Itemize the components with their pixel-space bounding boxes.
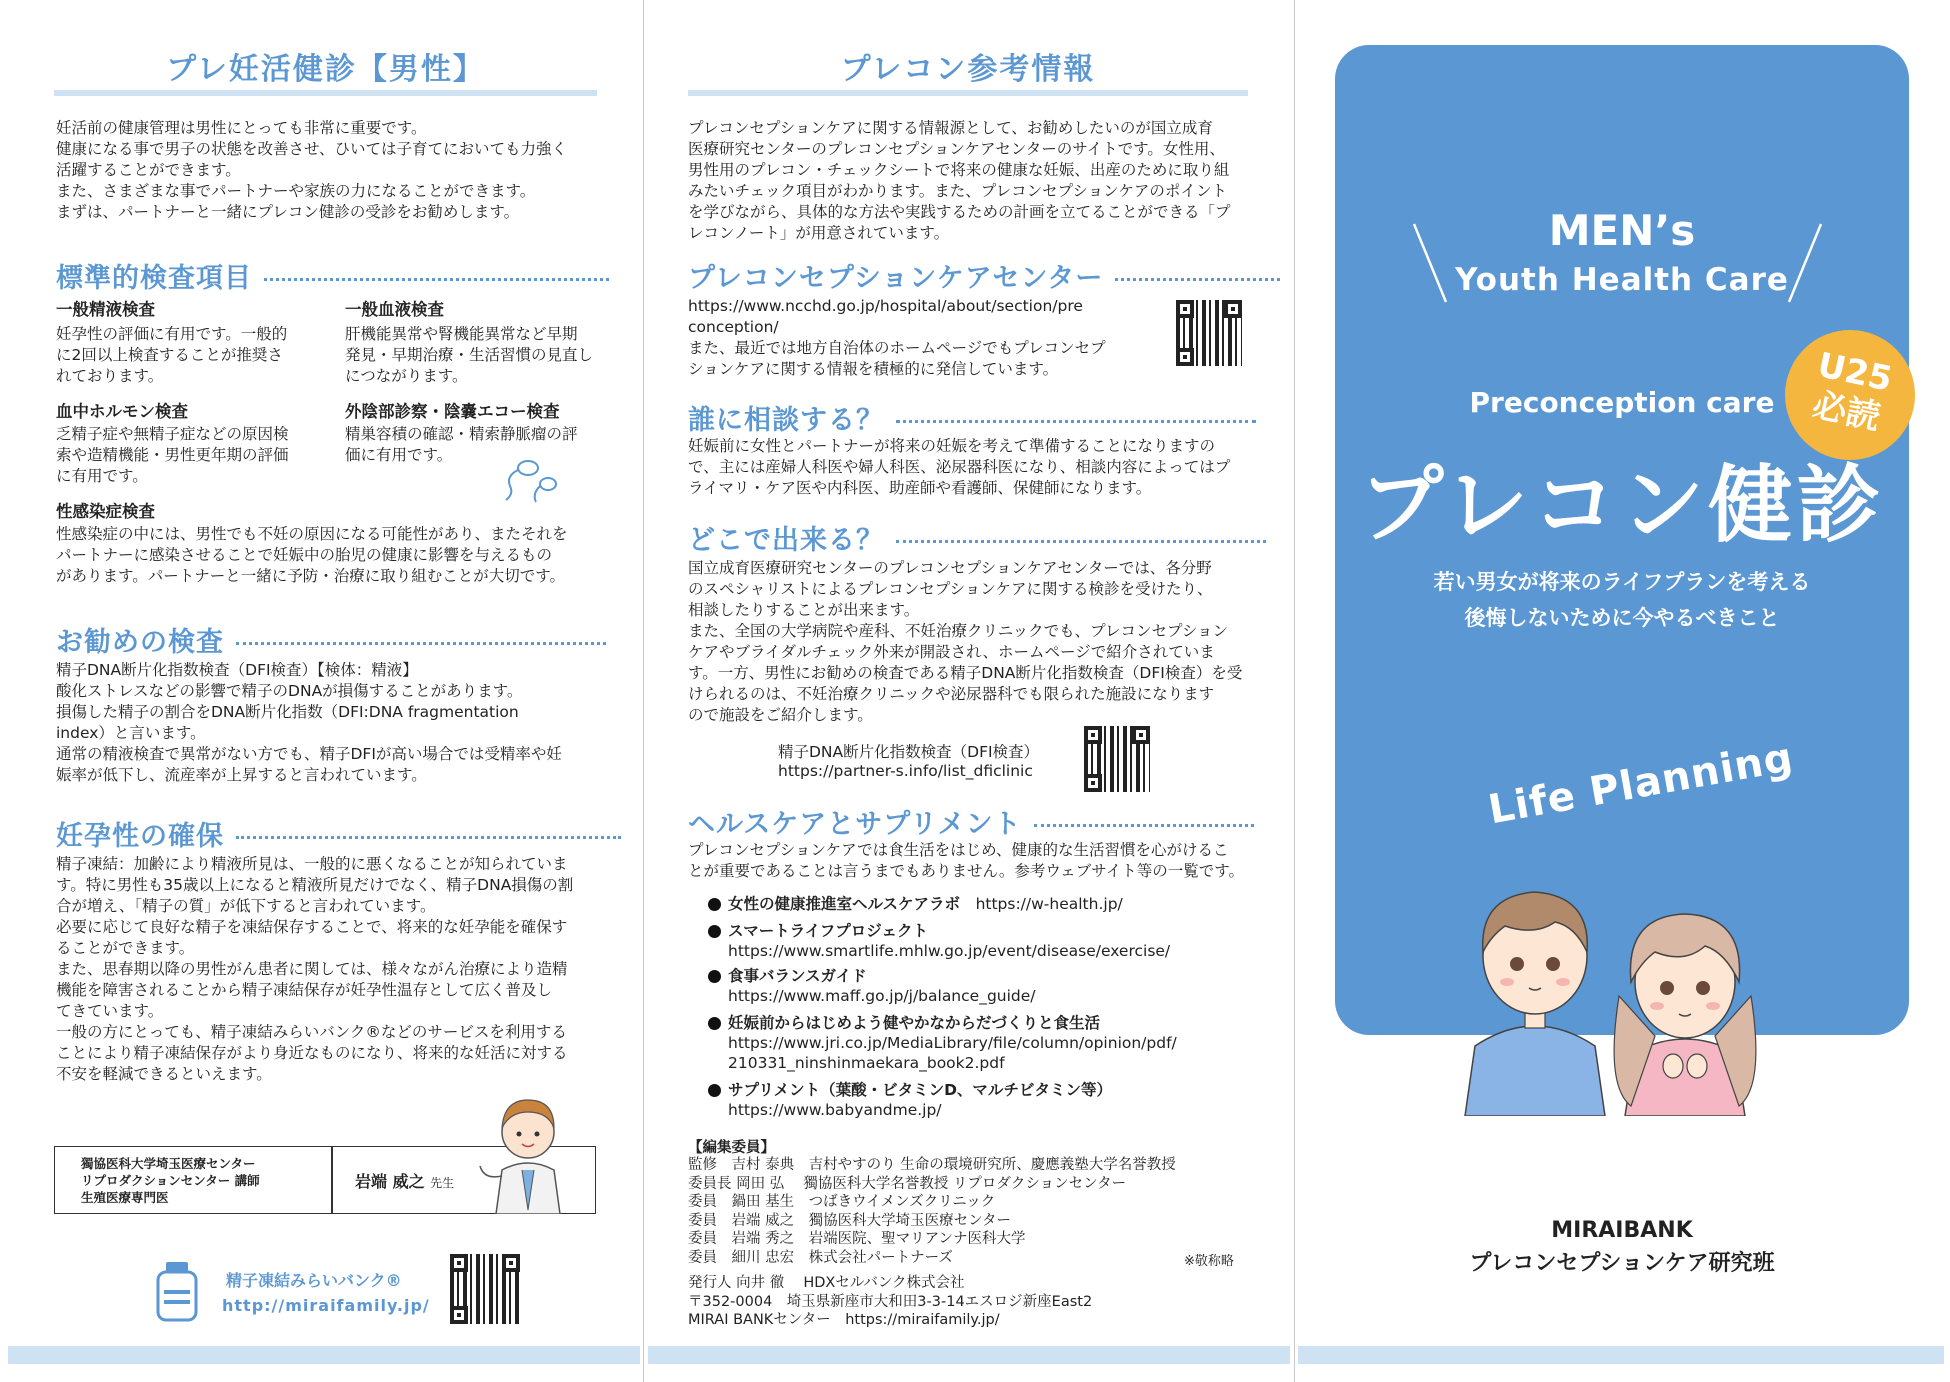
bullet-dot xyxy=(708,970,721,983)
where-text: 国立成育医療研究センターのプレコンセプションケアセンターでは、各分野 のスペシャリストによるプレコンセプションケアに関する検診を受けたり、 相談したりすることが出来ます。 また、全国の大学病院や産科、不妊治療クリニックでも、プレコンセプション ケアやブライダルチェック外来が開設され、ホームページで紹介されていま す。一方、男性にお勧めの検査である精子DNA断片化指数検査（DFI検査）を受 けられるのは、不妊治療クリニックや泌尿器科でも限られた施設になります ので施設をご紹介します。 xyxy=(688,559,1243,724)
u25-badge-text: U25 必読 xyxy=(1809,345,1896,439)
std-heading-text: 標準的検査項目 xyxy=(56,263,252,294)
left-title-rule xyxy=(54,90,597,96)
editors-list: 監修 吉村 泰典 吉村やすのり 生命の環境研究所、慶應義塾大学名誉教授 委員長 岡田 弘 獨協医科大学名誉教授 リプロダクションセンター 委員 鍋田 基生 つばきウイメンズクリニック 委員 岩端 威之 獨協医科大学埼玉医療センター 委員 岩端 秀之 岩端医院、聖マリアンナ医科大学 委員 細川 忠宏 株式会社パートナーズ xyxy=(688,1157,1176,1266)
item-text-blood: 肝機能異常や腎機能異常など早期 発見・早期治療・生活習慣の見直し につながります。 xyxy=(345,325,594,385)
middle-intro: プレコンセプションケアに関する情報源として、お勧めしたいのが国立成育 医療研究センターのプレコンセプションケアセンターのサイトです。女性用、 男性用のプレコン・チェックシートで将来の健康な妊娠、出産のために取り組 みたいチェック項目がわかります。また、プレコンセプションケアのポイント を学びながら、具体的な方法や実践するための計画を立てることができる「プ レコンノート」が用意されています。 xyxy=(688,119,1231,242)
health-heading xyxy=(688,802,1254,841)
fert-heading xyxy=(56,814,621,853)
sti-title: 性感染症検査 xyxy=(56,502,155,521)
consult-heading-text: 誰に相談する？ xyxy=(688,405,884,436)
link-item[interactable]: サプリメント（葉酸・ビタミンD、マルチビタミン等） https://www.babyandme.jp/ xyxy=(728,1081,1112,1119)
bank-bottle-icon xyxy=(152,1260,202,1324)
fert-text: 精子凍結：加齢により精液所見は、一般的に悪くなることが知られていま す。特に男性も35歳以上になると精液所見だけでなく、精子DNA損傷の割 合が増え、「精子の質」が低下すると言われています。 必要に応じて良好な精子を凍結保存することで、将来的な妊孕能を確保す ることができます。 また、思春期以降の男性がん患者に関しては、様々ながん治療により造精 機能を障害されることから精子凍結保存が妊孕性温存として広く普及し てきています。 一般の方にとっても、精子凍結みらいバンク®などのサービスを利用する ことにより精子凍結保存がより身近なものになり、将来的な妊活に対する 不安を軽減できるといえます。 xyxy=(56,855,574,1083)
bottom-band-left xyxy=(8,1346,640,1364)
dfi-url[interactable]: https://partner-s.info/list_dficlinic xyxy=(778,762,1033,780)
sti-text: 性感染症の中には、男性でも不妊の原因になる可能性があり、またそれを パートナーに感染させることで妊娠中の胎児の健康に影響を与えるもの があります。パートナーと一緒に予防・治療に取り組むことが大切です。 xyxy=(56,525,568,585)
cover-panel xyxy=(1295,0,1950,1382)
doctor-name: 岩端 威之 xyxy=(355,1172,425,1191)
bank-name: 精子凍結みらいバンク® xyxy=(226,1271,402,1290)
center-text: https://www.ncchd.go.jp/hospital/about/section/pre conception/ また、最近では地方自治体のホームページでもプレコンセプ ションケアに関する情報を積極的に発信しています。 xyxy=(688,297,1106,378)
item-title-semen: 一般精液検査 xyxy=(56,300,155,319)
rec-heading xyxy=(56,620,606,659)
bullet-dot xyxy=(708,1084,721,1097)
cover-youth: Youth Health Care xyxy=(1455,262,1789,298)
bullet-dot xyxy=(708,1017,721,1030)
cover-preconception: Preconception care xyxy=(1469,386,1775,419)
center-qr-code[interactable] xyxy=(1176,300,1242,366)
middle-page-title: プレコン参考情報 xyxy=(840,52,1096,87)
std-heading xyxy=(56,256,609,295)
bottom-band-right xyxy=(1298,1346,1944,1364)
item-text-semen: 妊孕性の評価に有用です。一般的 に2回以上検査することが推奨さ れております。 xyxy=(56,325,288,385)
health-text: プレコンセプションケアでは食生活をはじめ、健康的な生活習慣を心がけるこ とが重要であることは言うまでもありません。参考ウェブサイト等の一覧です。 xyxy=(688,841,1244,880)
dfi-label: 精子DNA断片化指数検査（DFI検査） xyxy=(778,743,1040,761)
link-item[interactable]: 女性の健康推進室ヘルスケアラボ https://w-health.jp/ xyxy=(728,895,1123,913)
rec-heading-text: お勧めの検査 xyxy=(56,627,224,658)
publisher-info: 発行人 向井 徹 HDXセルバンク株式会社 〒352-0004 埼玉県新座市大和田3-3-14エスロジ新座East2 MIRAI BANKセンター https://miraifamily.jp/ xyxy=(688,1275,1093,1328)
dfi-qr-code[interactable] xyxy=(1084,726,1150,792)
cover-tagline: 若い男女が将来のライフプランを考える 後悔しないために今やるべきこと xyxy=(1433,570,1811,630)
health-heading-text: ヘルスケアとサプリメント xyxy=(688,809,1022,840)
item-text-hormone: 乏精子症や無精子症などの原因検 索や造精機能・男性更年期の評価 に有用です。 xyxy=(56,425,289,485)
center-heading xyxy=(688,256,1280,295)
fert-heading-text: 妊孕性の確保 xyxy=(56,821,224,852)
cover-org-jp: プレコンセプションケア研究班 xyxy=(1469,1251,1775,1276)
bullet-dot xyxy=(708,925,721,938)
bank-qr-code[interactable] xyxy=(450,1254,520,1324)
cover-org-en: MIRAIBANK xyxy=(1551,1218,1693,1243)
middle-panel xyxy=(644,0,1294,1382)
consult-heading xyxy=(688,398,1256,437)
link-item[interactable]: 妊娠前からはじめよう健やかなからだづくりと食生活 https://www.jri.co.jp/MediaLibrary/file/column/opinion/pdf/ 210331_ninshinmaekara_book2.pdf xyxy=(728,1014,1177,1072)
left-intro: 妊活前の健康管理は男性にとっても非常に重要です。 健康になる事で男子の状態を改善させ、ひいては子育てにおいても力強く 活躍することができます。 また、さまざまな事でパートナーや家族の力になることができます。 まずは、パートナーと一緒にプレコン健診の受診をお勧めします。 xyxy=(56,119,568,221)
center-heading-text: プレコンセプションケアセンター xyxy=(688,263,1104,294)
consult-text: 妊娠前に女性とパートナーが将来の妊娠を考えて準備することになりますの で、主には産婦人科医や婦人科医、泌尿器科医になり、相談内容によってはプ ライマリ・ケア医や内科医、助産師や看護師、保健師になります。 xyxy=(688,437,1231,497)
where-heading-text: どこで出来る？ xyxy=(688,525,884,556)
bullet-dot xyxy=(708,898,721,911)
doctor-box-divider xyxy=(331,1147,333,1213)
cover-mens: MEN’s xyxy=(1548,206,1696,255)
link-item[interactable]: スマートライフプロジェクト https://www.smartlife.mhlw.go.jp/event/disease/exercise/ xyxy=(728,922,1171,960)
left-panel xyxy=(0,0,643,1382)
doctor-affiliation: 獨協医科大学埼玉医療センター リプロダクションセンター 講師 生殖医療専門医 xyxy=(81,1156,260,1205)
doctor-name-line xyxy=(355,1169,454,1192)
sperm-illustration xyxy=(498,454,562,506)
bottom-band-middle xyxy=(648,1346,1290,1364)
editors-heading: 【編集委員】 xyxy=(688,1140,775,1156)
doctor-suffix: 先生 xyxy=(430,1176,455,1190)
cover-main-title: プレコン健診 xyxy=(1359,456,1885,554)
honorific-note: ※敬称略 xyxy=(1184,1254,1234,1269)
bank-url[interactable]: http://miraifamily.jp/ xyxy=(222,1296,430,1315)
couple-illustration xyxy=(1455,856,1775,1116)
item-title-hormone: 血中ホルモン検査 xyxy=(56,402,188,421)
item-title-exam: 外陰部診察・陰嚢エコー検査 xyxy=(345,402,560,421)
where-heading xyxy=(688,518,1266,557)
doctor-illustration xyxy=(478,1080,578,1214)
link-item[interactable]: 食事バランスガイド https://www.maff.go.jp/j/balance_guide/ xyxy=(728,967,1036,1005)
item-text-exam: 精巣容積の確認・精索静脈瘤の評 価に有用です。 xyxy=(345,425,578,464)
item-title-blood: 一般血液検査 xyxy=(345,300,444,319)
middle-title-rule xyxy=(688,90,1248,96)
left-page-title: プレ妊活健診【男性】 xyxy=(166,52,485,87)
rec-text: 精子DNA断片化指数検査（DFI検査）【検体：精液】 酸化ストレスなどの影響で精子のDNAが損傷することがあります。 損傷した精子の割合をDNA断片化指数（DFI:DNA fragmentation index）と言います。 通常の精液検査で異常がない方でも、精子DFIが高い場合では受精率や妊 娠率が低下し、流産率が上昇すると言われています。 xyxy=(56,661,562,784)
life-planning: Life Planning xyxy=(1485,734,1797,834)
